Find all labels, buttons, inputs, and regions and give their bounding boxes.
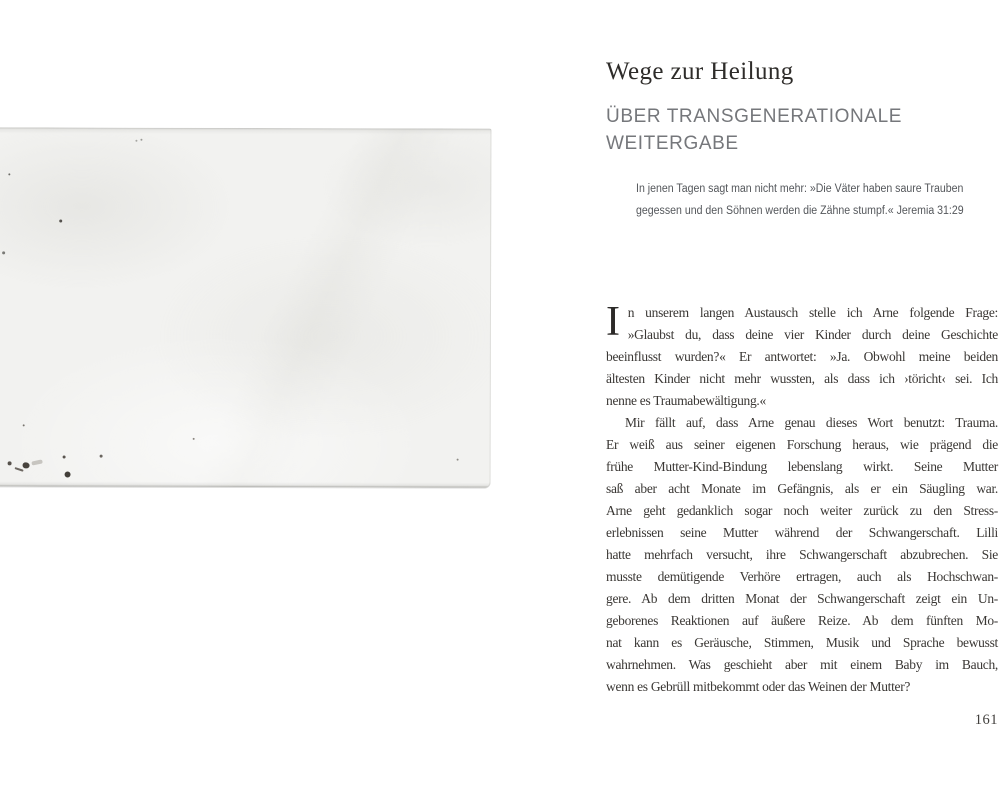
right-page — [606, 0, 998, 698]
body-line: wenn es Gebrüll mitbekommt oder das Weinen der Mutter? — [606, 679, 911, 694]
page-number: 161 — [974, 712, 998, 728]
paper-speck — [135, 140, 137, 142]
body-line: saß aber acht Monate im Gefängnis, als er ein Säugling war. — [606, 481, 998, 496]
epigraph — [636, 178, 998, 222]
body-line: Mir fällt auf, dass Arne genau dieses Wort benutzt: Trauma. — [625, 415, 998, 430]
epigraph-line: gegessen und den Söhnen werden die Zähne stumpf.« Jeremia 31:29 — [636, 205, 964, 217]
paper-speck — [8, 173, 10, 175]
body-line: nenne es Traumabewältigung.« — [606, 393, 766, 408]
paper-speck — [63, 456, 66, 459]
paper-speck — [457, 459, 459, 461]
body-line: musste demütigende Verhöre ertragen, auch als Hochschwan- — [606, 569, 998, 584]
paragraph-2 — [606, 412, 998, 698]
body-text — [606, 299, 998, 698]
body-line: »Glaubst du, dass deine vier Kinder durch deine Geschichte — [627, 327, 998, 342]
body-line: n unserem langen Austausch stelle ich Arne folgende Frage: — [627, 305, 998, 320]
paper-speck — [59, 220, 62, 223]
paper-speck — [193, 438, 195, 440]
body-line: erlebnissen seine Mutter während der Schwangerschaft. Lilli — [606, 525, 998, 540]
body-line: Arne geht gedanklich sogar noch weiter zurück zu den Stress- — [606, 503, 998, 518]
paper-speck — [100, 455, 103, 458]
body-line: beeinflusst wurden?« Er antwortet: »Ja. Obwohl meine beiden — [606, 349, 998, 364]
paper-speck — [23, 462, 30, 468]
body-line: ältesten Kinder nicht mehr wussten, als dass ich ›töricht‹ sei. Ich — [606, 371, 998, 386]
body-line: frühe Mutter-Kind-Bindung lebenslang wirkt. Seine Mutter — [606, 459, 998, 474]
paper-scratch — [14, 467, 23, 472]
body-line: nat kann es Geräusche, Stimmen, Musik und Sprache bewusst — [606, 635, 998, 650]
chapter-title: Wege zur Heilung — [606, 58, 794, 85]
paper-photo — [0, 127, 491, 487]
paper-speck — [23, 424, 25, 426]
body-line: Er weiß aus seiner eigenen Forschung heraus, wie prägend die — [606, 437, 998, 452]
paper-speck — [65, 472, 71, 478]
chapter-subtitle: ÜBER TRANSGENERATIONALE WEITERGABE — [606, 106, 903, 154]
epigraph-line: In jenen Tagen sagt man nicht mehr: »Die Väter haben saure Trauben — [636, 183, 964, 195]
paper-speck — [140, 139, 142, 141]
body-line: geborenes Reaktionen auf äußere Reize. Ab dem fünften Mo- — [606, 613, 998, 628]
paragraph-1 — [606, 299, 998, 412]
body-line: gere. Ab dem dritten Monat der Schwangerschaft zeigt ein Un- — [606, 591, 998, 606]
drop-cap: I — [606, 299, 620, 345]
paper-smudge — [31, 459, 43, 465]
paper-speck — [2, 251, 5, 254]
paper-speck — [8, 461, 12, 465]
body-line: hatte mehrfach versucht, ihre Schwangerschaft abzubrechen. Sie — [606, 547, 998, 562]
body-line: wahrnehmen. Was geschieht aber mit einem Baby im Bauch, — [606, 657, 998, 672]
